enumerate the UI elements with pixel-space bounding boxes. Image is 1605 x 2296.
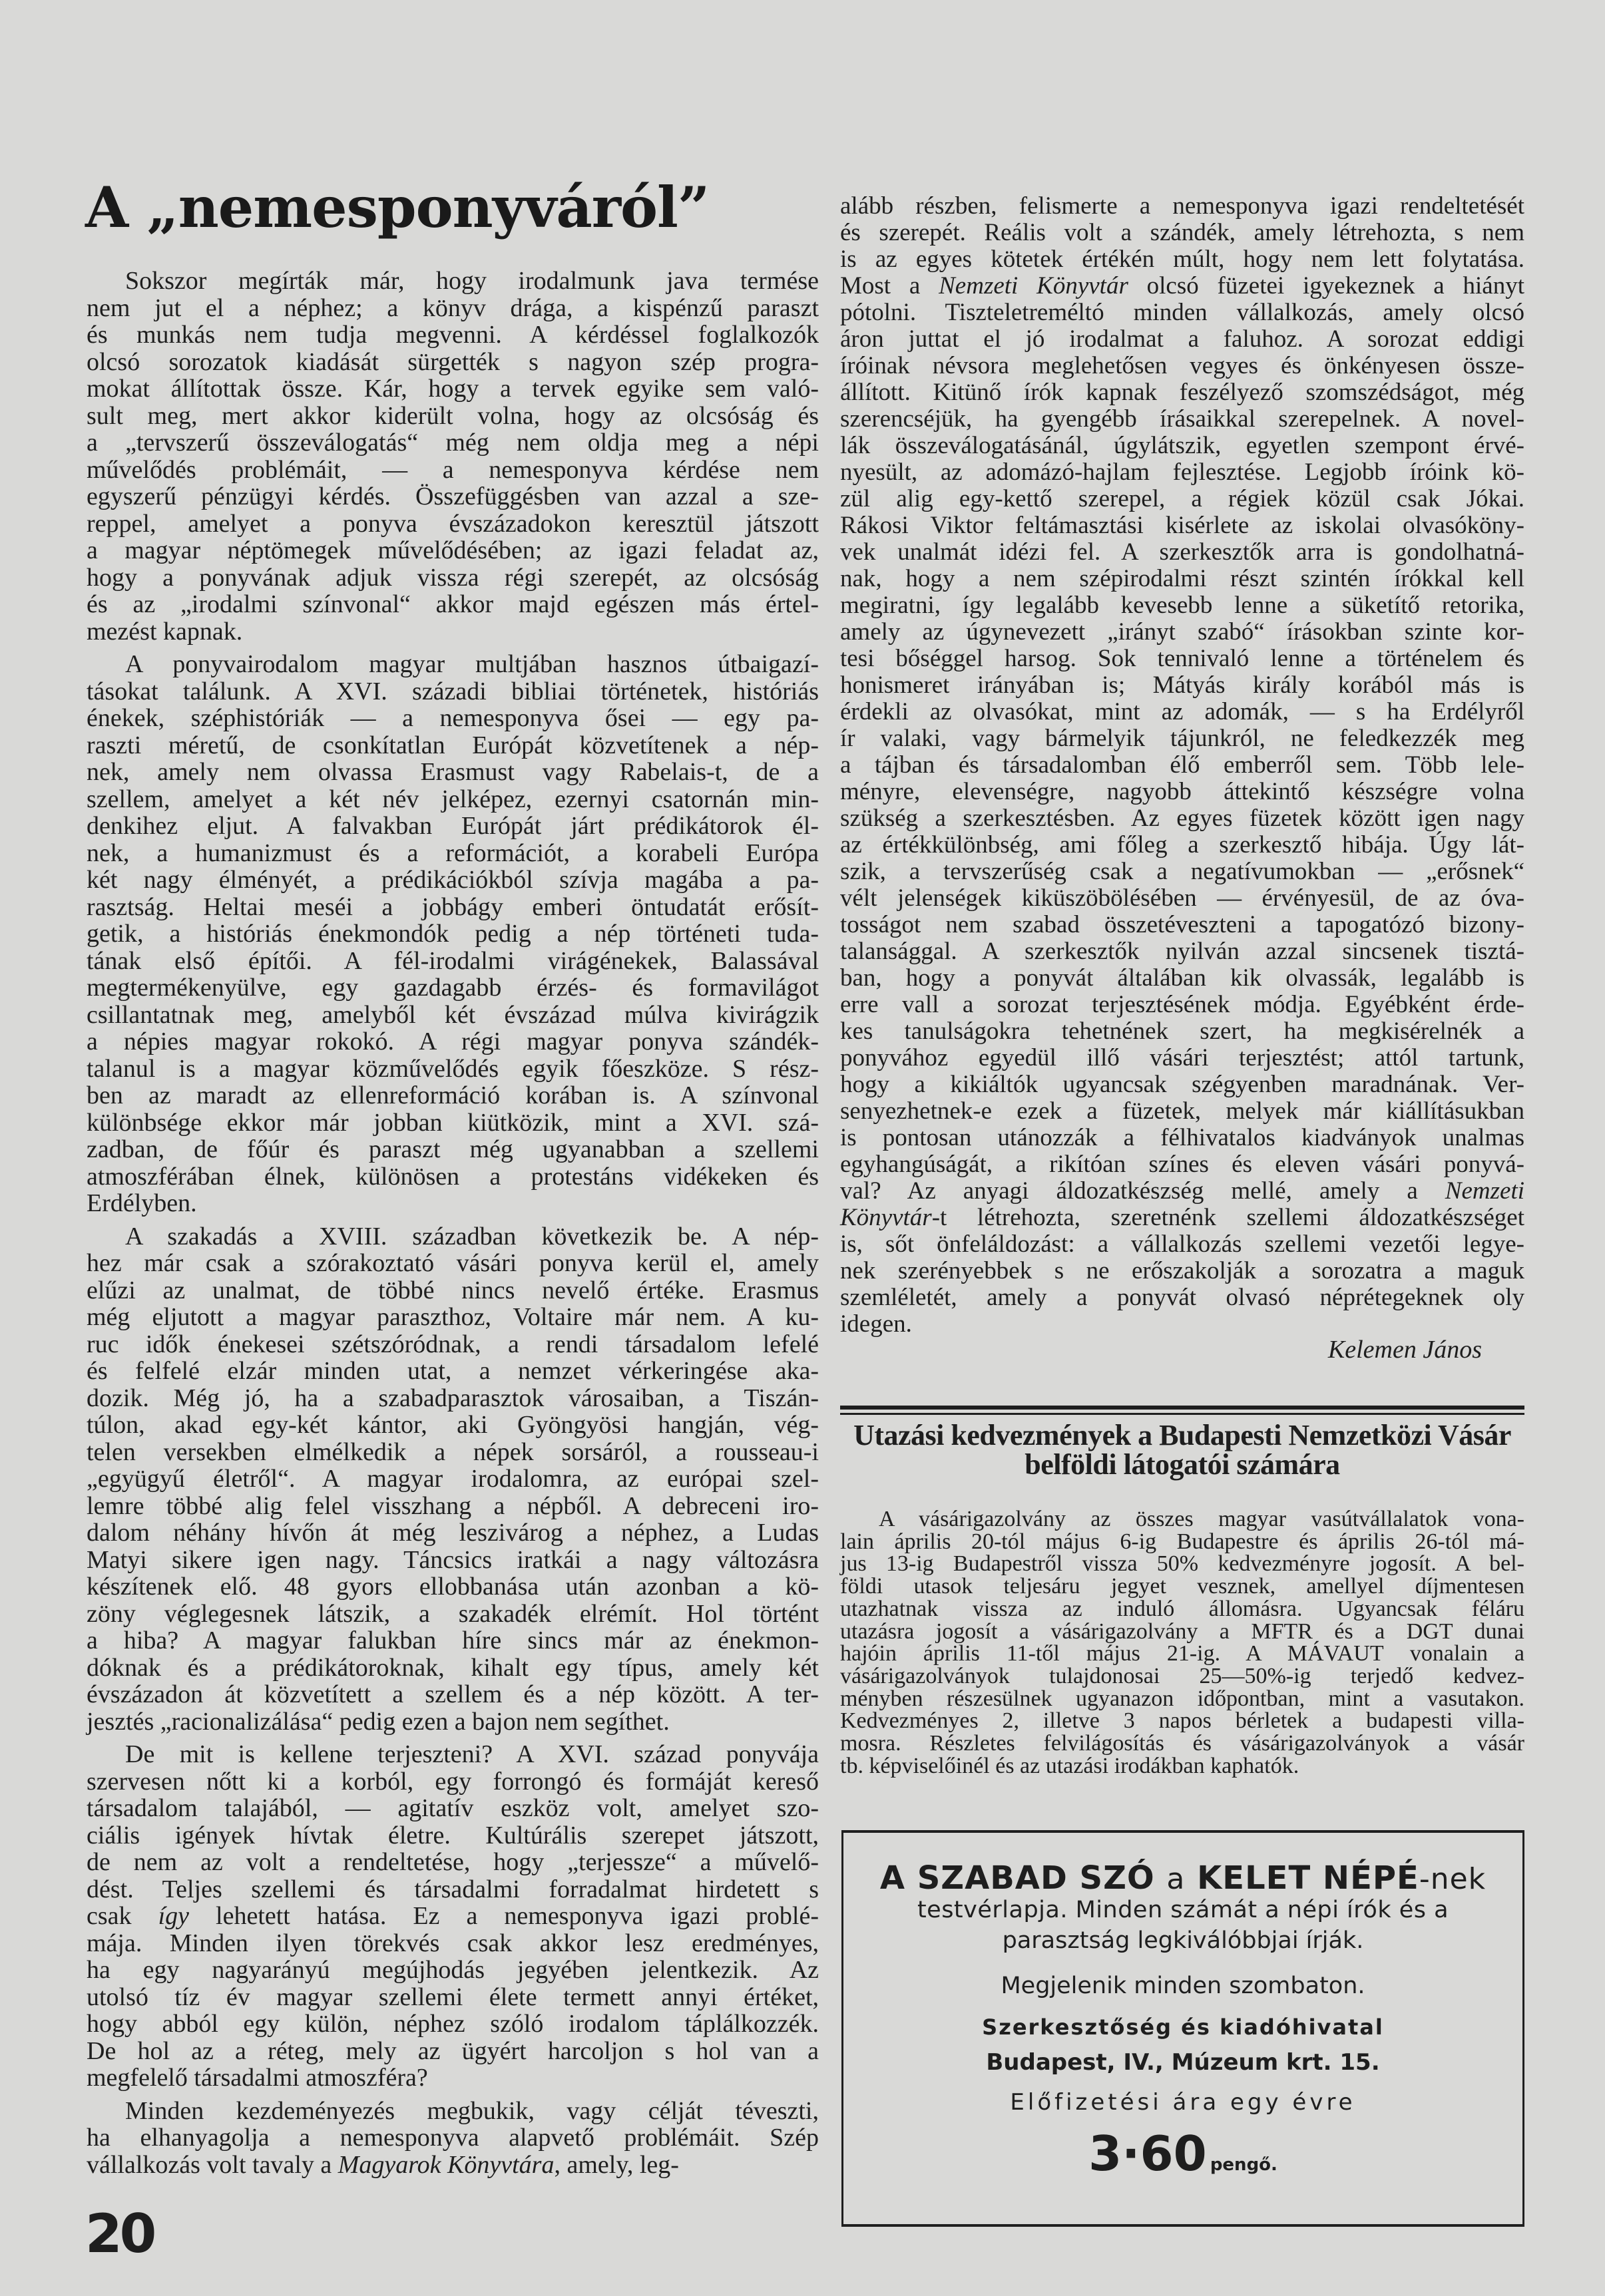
text-line: évszázadon át közvetített a szellem és a nép között. A ter- [87, 1680, 819, 1708]
text-line: lák összeválogatásánál, úgylátszik, egyetlen szempont érvé- [840, 432, 1524, 459]
text-line: utazásra jogosít a vásárigazolvány a MFTR és a DGT dunai [840, 1619, 1524, 1644]
text-line: vásárigazolványok tulajdonosai 25—50%-ig terjedő kedvez- [840, 1663, 1524, 1688]
text-line: tásokat találunk. A XVI. századi bibliai történetek, históriás [87, 677, 819, 705]
text-line: hogy a kikiáltók ugyancsak szégyenben maradnának. Ver- [840, 1071, 1524, 1098]
text-line: talansággal. A szerkesztők nyilván azzal sincsenek tisztá- [840, 938, 1524, 965]
text-line: ha elhanyagolja a nemesponyva alapvető problémáit. Szép [87, 2124, 819, 2152]
ad-publication-schedule: Megjelenik minden szombaton. [1001, 1973, 1365, 1999]
text-line: is, sőt önfeláldozást: a vállalkozás szellemi vezetői legye- [840, 1231, 1524, 1258]
text-line: dést. Teljes szellemi és társadalmi forradalmat hirdetett s [87, 1875, 819, 1903]
text-line: ben az maradt az ellenreformáció korában is. A színvonal [87, 1081, 819, 1109]
text-line: megiratni, így legalább kevesebb lenne a süketítő retorika, [840, 592, 1524, 619]
text-line: is az egyes kötetek értékén múlt, hogy nem lett folytatása. [840, 246, 1524, 273]
text-line: hogy a ponyvának adjuk vissza régi szerepét, az olcsóság [87, 563, 819, 592]
article-title: A „nemesponyváról” [85, 174, 710, 240]
text-line: utazhatnak vissza az induló állomásra. Ugyancsak féláru [840, 1596, 1524, 1621]
text-line: kes tanulságokra tehetnének szert, ha megkisérelnék a [840, 1018, 1524, 1045]
notice-body [840, 1508, 1524, 1777]
text-line: A szakadás a XVIII. században következik be. A nép- [125, 1222, 819, 1250]
text-line: nek, a humanizmust és a reformációt, a korabeli Európa [87, 839, 819, 867]
text-line: dozik. Még jó, ha a szabadparasztok városaiban, a Tiszán- [87, 1384, 819, 1412]
text-line: Minden kezdeményezés megbukik, vagy célját téveszti, [125, 2096, 819, 2125]
ad-text-line: testvérlapja. Minden számát a népi írók és a [917, 1897, 1449, 1923]
text-line: mezést kapnak. [87, 617, 243, 646]
text-line: De hol az a réteg, mely az ügyért harcoljon s hol van a [87, 2036, 819, 2065]
text-line: zül alig egy-kettő szerepel, a régiek közül csak Jókai. [840, 485, 1524, 512]
text-line: zadban, de főúr és paraszt még ugyanabban a szellemi [87, 1135, 819, 1163]
text-line: zöny véglegesnek látszik, a szakadék elrémít. Hol történt [87, 1599, 819, 1628]
text-segment: csak [87, 1902, 158, 1930]
paragraph [87, 268, 819, 645]
page-number: 20 [85, 2203, 154, 2265]
ad-text-line: parasztság legkiválóbbjai írják. [1002, 1927, 1364, 1954]
notice-title-line: belföldi látogatói számára [1025, 1448, 1340, 1481]
text-line: megfelelő társadalmi atmoszféra? [87, 2064, 428, 2092]
text-line: A ponyvairodalom magyar multjában hasznos útbaigazí- [125, 650, 819, 678]
text-line: „együgyű életről“. A magyar irodalomra, az európai szel- [87, 1465, 819, 1493]
text-line: utolsó tíz év magyar szellemi élete termett annyi értéket, [87, 1983, 819, 2011]
text-line: túlon, akad egy-két kántor, aki Gyöngyösi hangján, vég- [87, 1411, 819, 1439]
text-line [840, 1178, 1524, 1205]
text-line: ciális igények hívtak életre. Kultúrális szerepet játszott, [87, 1821, 819, 1849]
paragraph [87, 1741, 819, 2092]
text-line: a népies magyar rokokó. A régi magyar ponyva szándék- [87, 1028, 819, 1055]
text-line: telen versekben elmélkedik a népek sorsáról, a rousseau-i [87, 1437, 819, 1466]
paragraph [840, 1508, 1524, 1777]
article-author-signature: Kelemen János [1327, 1336, 1482, 1364]
text-line: szerencséjük, ha gyengébb írásaikkal szerepelnek. A novel- [840, 405, 1524, 433]
text-line: érdekli az olvasókat, mint az adomák, — s ha Erdélyről [840, 698, 1524, 725]
article-right-column [840, 193, 1524, 1338]
text-line: atmoszférában élnek, különösen a protestáns vidékeken és [87, 1162, 819, 1191]
text-line: elűzi az unalmat, de többé nincs nevelő értéke. Erasmus [87, 1276, 819, 1304]
section-divider-thin [840, 1413, 1524, 1415]
text-line: Matyi sikere igen nagy. Táncsics iratkái a nagy változásra [87, 1545, 819, 1574]
text-line: és felfelé elzár minden utat, a nemzet vérkeringése aka- [87, 1357, 819, 1385]
text-line: mája. Minden ilyen törekvés csak akkor lesz eredményes, [87, 1929, 819, 1957]
text-segment: -t létrehozta, szeretnénk szellemi áldozatkészséget [931, 1204, 1524, 1231]
text-line: De mit is kellene terjeszteni? A XVI. század ponyvája [125, 1740, 819, 1768]
text-line: hajóin április 11-től május 21-ig. A MÁVAUT vonalain a [840, 1641, 1524, 1666]
text-line: az értékkülönbség, ami főleg a szerkesztő hibája. Úgy lát- [840, 831, 1524, 859]
text-line: áron juttat el jó irodalmat a faluhoz. A sorozat eddigi [840, 325, 1524, 353]
text-line: énekek, széphistóriák — a nemesponyva ősei — egy pa- [87, 704, 819, 732]
text-line: lemre többé alig felel visszhang a népből. A debreceni iro- [87, 1491, 819, 1520]
text-line: Erdélyben. [87, 1189, 197, 1217]
italic-title: Könyvtár [840, 1204, 932, 1231]
text-segment: lehetett hatása. Ez a nemesponyva igazi problé- [189, 1902, 819, 1930]
text-line: és szerepét. Reális volt a szándék, amely létrehozta, s nem [840, 219, 1524, 246]
ad-headline-paper-1: A SZABAD SZÓ [879, 1859, 1155, 1897]
text-line: Kedvezményes 2, illetve 3 napos bérletek a budapesti villa- [840, 1708, 1524, 1734]
text-line: raszti méretű, de csonkítatlan Európát közvetítenek a nép- [87, 731, 819, 759]
text-line: földi utasok teljesáru jegyet vesznek, amellyel díjmentesen [840, 1574, 1524, 1599]
text-line: állított. Kitünő írók kapnak feszélyező szomszédságot, még [840, 379, 1524, 406]
text-segment: , amely, leg- [554, 2150, 679, 2179]
text-line: tának első építői. A fél-irodalmi virágénekek, Balassával [87, 946, 819, 975]
paragraph [87, 2098, 819, 2179]
text-line: szervesen nőtt ki a korból, egy forrongó és formáját kereső [87, 1767, 819, 1796]
ad-price: 3·60 [1088, 2126, 1207, 2182]
text-line: rasztság. Heltai meséi a jobbágy emberi öntudatát erősít- [87, 892, 819, 921]
text-line: nak, hogy a nem szépirodalmi részt szintén írókkal kell [840, 565, 1524, 592]
text-line: ban, hogy a ponyvát általában kik olvassák, legalább is [840, 964, 1524, 992]
text-line: erre vall a sorozat terjesztésének módja. Egyébként érde- [840, 991, 1524, 1018]
text-line: ruc idők énekesei szétszóródnak, a rendi társadalom lefelé [87, 1330, 819, 1358]
text-line [87, 2152, 819, 2179]
text-line: ponyvához egyedül illő vásári terjesztést; attól tartunk, [840, 1044, 1524, 1071]
text-line: mosra. Részletes felvilágosítás és vásárigazolványok a vásár [840, 1731, 1524, 1756]
text-line: mokat állítottak össze. Kár, hogy a tervek egyike sem való- [87, 375, 819, 403]
text-line: dalom néhány hívőn át még leszivárog a néphez, a Ludas [87, 1519, 819, 1547]
text-line: sult meg, mert akkor kiderült volna, hogy az olcsóság és [87, 401, 819, 430]
text-line: hogy abból egy külön, néphez szóló irodalom táplálkozzék. [87, 2010, 819, 2038]
text-line: pótolni. Tiszteletreméltó minden vállalkozás, amely olcsó [840, 299, 1524, 326]
text-line: és az „irodalmi színvonal“ akkor majd egészen más értel- [87, 590, 819, 618]
text-line: íróinak névsora meglehetősen vegyes és önkényesen össze- [840, 352, 1524, 379]
ad-editorial-office-label: Szerkesztőség és kiadóhivatal [982, 2014, 1384, 2040]
text-line: getik, a históriás énekmondók pedig a nép történeti tuda- [87, 920, 819, 948]
text-line: és munkás nem tudja megvenni. A kérdéssel foglalkozók [87, 321, 819, 349]
text-line: dóknak és a prédikátoroknak, kihalt egy típus, amely két [87, 1653, 819, 1682]
text-line: a hiba? A magyar falukban híre sincs már az énekmon- [87, 1626, 819, 1654]
text-line: készítenek elő. 48 gyors ellobbanása után azonban a kö- [87, 1573, 819, 1601]
text-line: szellem, amelyet a két név jelképez, ezernyi csatornán min- [87, 785, 819, 813]
text-line: A vásárigazolvány az összes magyar vasútvállalatok vona- [879, 1507, 1524, 1531]
text-segment: vállalkozás volt tavaly a [87, 2150, 338, 2179]
text-line: denkihez eljut. A falvakban Európát járt prédikátorok él- [87, 812, 819, 840]
article-left-column [87, 268, 819, 2178]
ad-headline-paper-2: KELET NÉPÉ [1197, 1859, 1419, 1897]
text-line: de nem az volt a rendeltetése, hogy „terjessze“ a művelő- [87, 1848, 819, 1876]
text-line: reppel, amelyet a ponyva évszázadokon keresztül játszott [87, 509, 819, 538]
ad-headline [843, 1859, 1522, 1897]
text-line: megtermékenyülve, egy gazdagabb érzés- és formavilágot [87, 974, 819, 1002]
text-line: ményben részesülnek ugyanazon időpontban, mint a vasutakon. [840, 1686, 1524, 1711]
text-line: tosságot nem szabad összetéveszteni a tapogatózó bizony- [840, 911, 1524, 938]
text-line: csillantatnak meg, amelyből két évszázad múlva kivirágzik [87, 1000, 819, 1029]
text-line: jus 13-ig Budapestről vissza 50% kedvezményre jogosít. A bel- [840, 1551, 1524, 1577]
text-line: jesztés „racionalizálása“ pedig ezen a bajon nem segíthet. [87, 1707, 670, 1736]
text-line: lain április 20-tól május 6-ig Budapestre és április 26-tól má- [840, 1529, 1524, 1554]
text-line: nek, amely nem olvassa Erasmust vagy Rabelais-t, de a [87, 758, 819, 786]
text-segment: val? Az anyagi áldozatkészség mellé, amely a [840, 1177, 1445, 1205]
text-line: vélt jelenségek kiküszöbölésében — érvényesül, de az óva- [840, 884, 1524, 912]
italic-title: Nemzeti Könyvtár [939, 272, 1128, 299]
text-line: Rákosi Viktor feltámasztási kisérlete az iskolai olvasóköny- [840, 512, 1524, 539]
text-line: két nagy élményét, a prédikációkból szívja magába a pa- [87, 866, 819, 894]
text-segment: Most a [840, 272, 939, 299]
text-line [840, 273, 1524, 299]
text-line: különbsége ekkor már jobban kiütközik, mint a XVI. szá- [87, 1108, 819, 1137]
text-line: tb. képviselőinél és az utazási irodákban kaphatók. [840, 1753, 1299, 1778]
text-line: tesi bőséggel harsog. Sok tennivaló lenne a történelem és [840, 645, 1524, 672]
text-line: a „tervszerű összeválogatás“ még nem oldja meg a népi [87, 429, 819, 457]
text-line: társadalom talajából, — agitatív eszköz volt, amelyet szo- [87, 1794, 819, 1822]
text-line [840, 1205, 1524, 1231]
text-line: egyhangúságát, a rikítóan színes és eleven vásári ponyvá- [840, 1151, 1524, 1178]
text-segment: olcsó füzetei igyekeznek a hiányt [1128, 272, 1525, 299]
text-line: nyesült, az adomázó-hajlam fejlesztése. Legjobb íróink kö- [840, 459, 1524, 486]
italic-title: Magyarok Könyvtára [338, 2150, 555, 2179]
ad-address: Budapest, IV., Múzeum krt. 15. [986, 2049, 1380, 2076]
text-line: ír valaki, vagy bármelyik tájunkról, ne feledkezzék meg [840, 725, 1524, 752]
italic-title: így [158, 1902, 189, 1930]
text-line: művelődés problémáit, — a nemesponyva kérdése nem [87, 455, 819, 484]
ad-price-line [843, 2126, 1522, 2182]
text-line: vek unalmát idézi fel. A szerkesztők arra is gondolhatná- [840, 538, 1524, 566]
text-line: hez már csak a szórakoztató vásári ponyva kerül el, amely [87, 1249, 819, 1277]
text-line: egyszerű pénzügyi kérdés. Összefüggésben van azzal a sze- [87, 482, 819, 510]
text-line: a magyar néptömegek művelődésében; az igazi feladat az, [87, 536, 819, 564]
notice-title-line: Utazási kedvezmények a Budapesti Nemzetközi Vásár [853, 1419, 1511, 1451]
text-line: amely az úgynevezett „irányt szabó“ írásokban szinte kor- [840, 618, 1524, 646]
text-line: nem jut el a néphez; a könyv drága, a kispénzű paraszt [87, 293, 819, 322]
text-line: szükség a szerkesztésben. Az egyes füzetek között igen nagy [840, 805, 1524, 832]
notice-title [840, 1421, 1524, 1479]
text-line: alább részben, felismerte a nemesponyva igazi rendeltetését [840, 192, 1524, 220]
ad-headline-suffix: -nek [1419, 1862, 1487, 1896]
text-line: szemléletét, amely a ponyvát olvasó néprétegeknek oly [840, 1284, 1524, 1311]
advertisement-box [841, 1830, 1524, 2227]
ad-currency: pengő. [1210, 2155, 1277, 2175]
text-line: nek szerényebbek s ne erőszakolják a sorozatra a maguk [840, 1257, 1524, 1284]
text-line: senyezhetnek-e ezek a füzetek, melyek már kiállításukban [840, 1097, 1524, 1125]
text-line: ményre, elevenségre, nagyobb áttekintő készségre volna [840, 778, 1524, 805]
text-line: olcsó sorozatok kiadását sürgették s nagyon szép progra- [87, 347, 819, 376]
paragraph [87, 1223, 819, 1736]
paragraph [87, 651, 819, 1217]
section-divider-thick [840, 1406, 1524, 1410]
text-line: ha egy nagyarányú megújhodás jegyében jelentkezik. Az [87, 1956, 819, 1984]
text-line: idegen. [840, 1310, 912, 1338]
ad-headline-connector: a [1166, 1862, 1186, 1896]
text-line: Sokszor megírták már, hogy irodalmunk java termése [125, 267, 819, 295]
paragraph [840, 193, 1524, 1338]
ad-subscription-label: Előfizetési ára egy évre [1010, 2089, 1356, 2116]
text-line: szik, a tervszerűség csak a negatívumokban — „erősnek“ [840, 858, 1524, 885]
text-line: még eljutott a magyar paraszthoz, Voltaire már nem. A ku- [87, 1303, 819, 1331]
text-line: is pontosan utánozzák a félhivatalos kiadványok unalmas [840, 1124, 1524, 1151]
text-line: a tájban és társadalomban élő emberről sem. Több lele- [840, 751, 1524, 779]
text-line: talanul is a magyar közművelődés egyik főeszköze. S rész- [87, 1054, 819, 1083]
text-line [87, 1903, 819, 1930]
text-line: honismeret irányában is; Mátyás király korából más is [840, 671, 1524, 699]
italic-title: Nemzeti [1445, 1177, 1524, 1205]
